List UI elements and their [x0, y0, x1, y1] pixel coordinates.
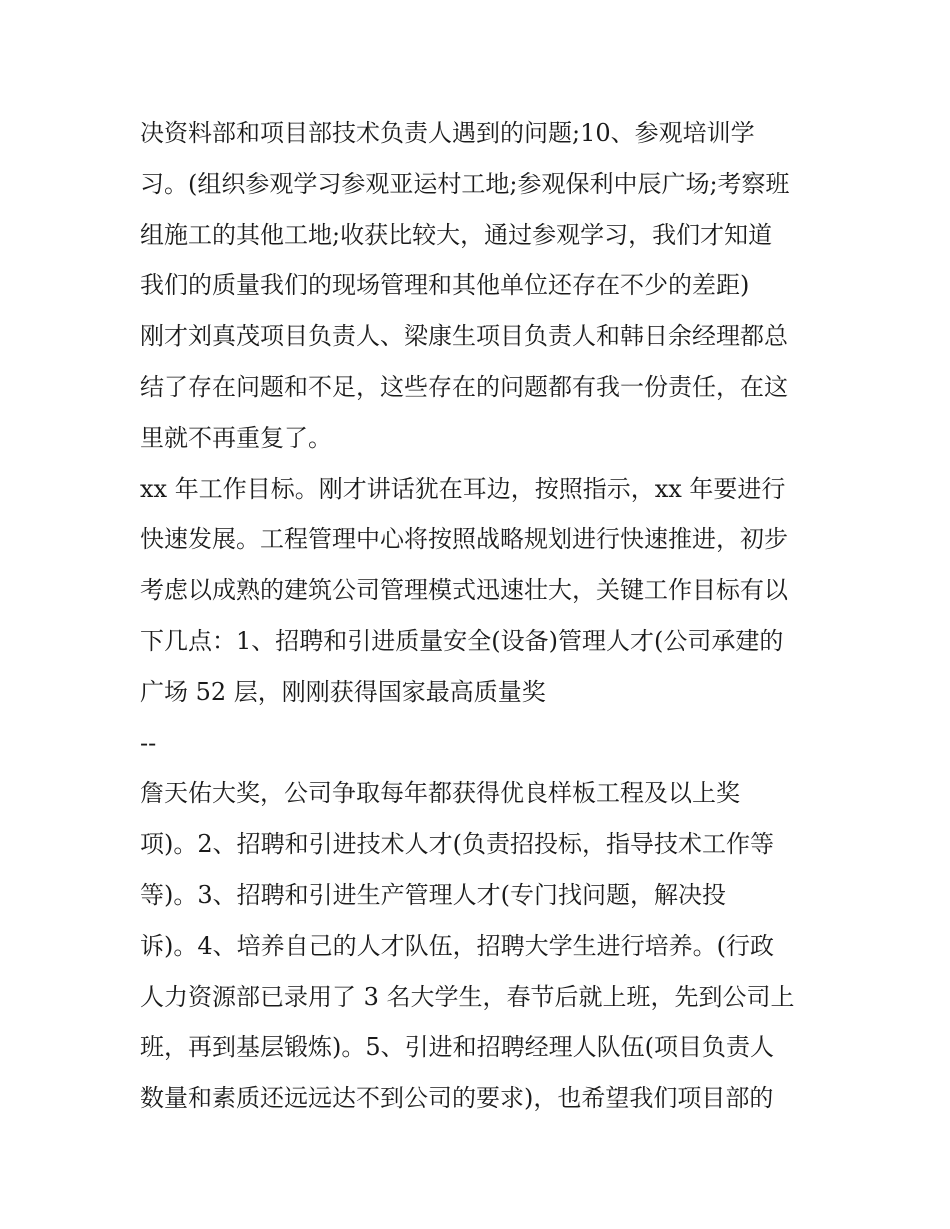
text-line: 诉)。4、培养自己的人才队伍，招聘大学生进行培养。(行政 [140, 931, 774, 960]
text-line: 里就不再重复了。 [140, 423, 332, 452]
text-line: 决资料部和项目部技术负责人遇到的问题;10、参观培训学 [140, 119, 755, 147]
text-line: xx 年工作目标。刚才讲话犹在耳边，按照指示，xx 年要进行 [140, 474, 786, 503]
text-line: 项)。2、招聘和引进技术人才(负责招投标，指导技术工作等 [140, 830, 774, 859]
text-line: 考虑以成熟的建筑公司管理模式迅速壮大，关键工作目标有以 [140, 576, 788, 605]
text-line: 我们的质量我们的现场管理和其他单位还存在不少的差距) [140, 271, 750, 300]
text-line: 等)。3、招聘和引进生产管理人才(专门找问题，解决投 [140, 880, 726, 909]
text-line: 快速发展。工程管理中心将按照战略规划进行快速推进，初步 [140, 525, 788, 554]
text-line: 组施工的其他工地;收获比较大，通过参观学习，我们才知道 [140, 220, 773, 249]
text-line: 刚才刘真茂项目负责人、梁康生项目负责人和韩日余经理都总 [140, 322, 788, 351]
text-line: 班，再到基层锻炼)。5、引进和招聘经理人队伍(项目负责人 [140, 1033, 774, 1062]
body-text [140, 108, 830, 1124]
text-line: 詹天佑大奖，公司争取每年都获得优良样板工程及以上奖 [140, 779, 740, 808]
text-line: 习。(组织参观学习参观亚运村工地;参观保利中辰广场;考察班 [140, 169, 790, 198]
text-line: 人力资源部已录用了 3 名大学生，春节后就上班，先到公司上 [140, 982, 795, 1011]
text-line: 广场 52 层，刚刚获得国家最高质量奖 [140, 677, 546, 706]
text-line: 下几点：1、招聘和引进质量安全(设备)管理人才(公司承建的 [140, 626, 784, 655]
page-break-marker: -- [140, 728, 157, 757]
text-line: 结了存在问题和不足，这些存在的问题都有我一份责任，在这 [140, 372, 788, 401]
text-line: 数量和素质还远远达不到公司的要求)，也希望我们项目部的 [140, 1084, 774, 1113]
